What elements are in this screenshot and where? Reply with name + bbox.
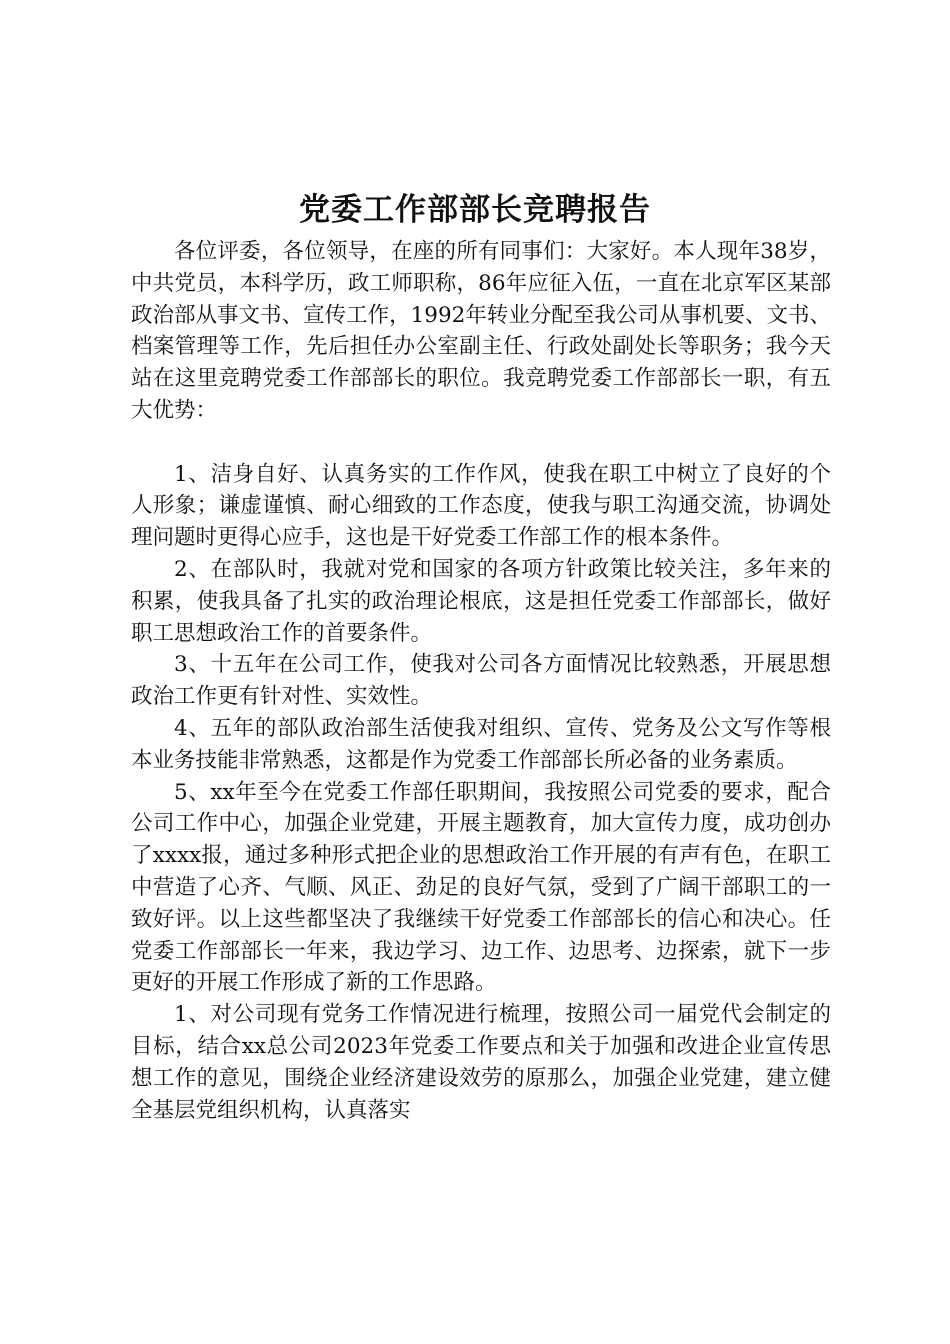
paragraph-advantage-1: 1、洁身自好、认真务实的工作作风，使我在职工中树立了良好的个人形象；谦虚谨慎、耐心细致的工作态度，使我与职工沟通交流，协调处理问题时更得心应手，这也是干好党委工作部工作的根本条件。 xyxy=(131,461,831,551)
document-body xyxy=(131,236,831,1126)
paragraph-advantage-5: 5、xx年至今在党委工作部任职期间，我按照公司党委的要求，配合公司工作中心，加强企业党建，开展主题教育，加大宣传力度，成功创办了xxxx报，通过多种形式把企业的思想政治工作开展的有声有色，在职工中营造了心齐、气顺、风正、劲足的良好气氛，受到了广阔干部职工的一致好评。以上这些都坚决了我继续干好党委工作部部长的信心和决心。任党委工作部部长一年来，我边学习、边工作、边思考、边探索，就下一步更好的开展工作形成了新的工作思路。 xyxy=(131,779,831,996)
paragraph-advantage-3: 3、十五年在公司工作，使我对公司各方面情况比较熟悉，开展思想政治工作更有针对性、实效性。 xyxy=(131,652,831,710)
paragraph-intro: 各位评委，各位领导，在座的所有同事们：大家好。本人现年38岁，中共党员，本科学历，政工师职称，86年应征入伍，一直在北京军区某部政治部从事文书、宣传工作，1992年转业分配至我公司从事机要、文书、档案管理等工作，先后担任办公室副主任、行政处副处长等职务；我今天站在这里竞聘党委工作部部长的职位。我竞聘党委工作部部长一职，有五大优势： xyxy=(131,239,831,423)
document-title: 党委工作部部长竞聘报告 xyxy=(299,192,651,228)
paragraph-advantage-2: 2、在部队时，我就对党和国家的各项方针政策比较关注，多年来的积累，使我具备了扎实的政治理论根底，这是担任党委工作部部长，做好职工思想政治工作的首要条件。 xyxy=(131,556,831,646)
paragraph-advantage-4: 4、五年的部队政治部生活使我对组织、宣传、党务及公文写作等根本业务技能非常熟悉，这都是作为党委工作部部长所必备的业务素质。 xyxy=(131,715,831,773)
paragraph-plan-1: 1、对公司现有党务工作情况进行梳理，按照公司一届党代会制定的目标，结合xx总公司2023年党委工作要点和关于加强和改进企业宣传思想工作的意见，围绕企业经济建设效劳的原那么，加强企业党建，建立健全基层党组织机构，认真落实 xyxy=(131,1002,831,1123)
